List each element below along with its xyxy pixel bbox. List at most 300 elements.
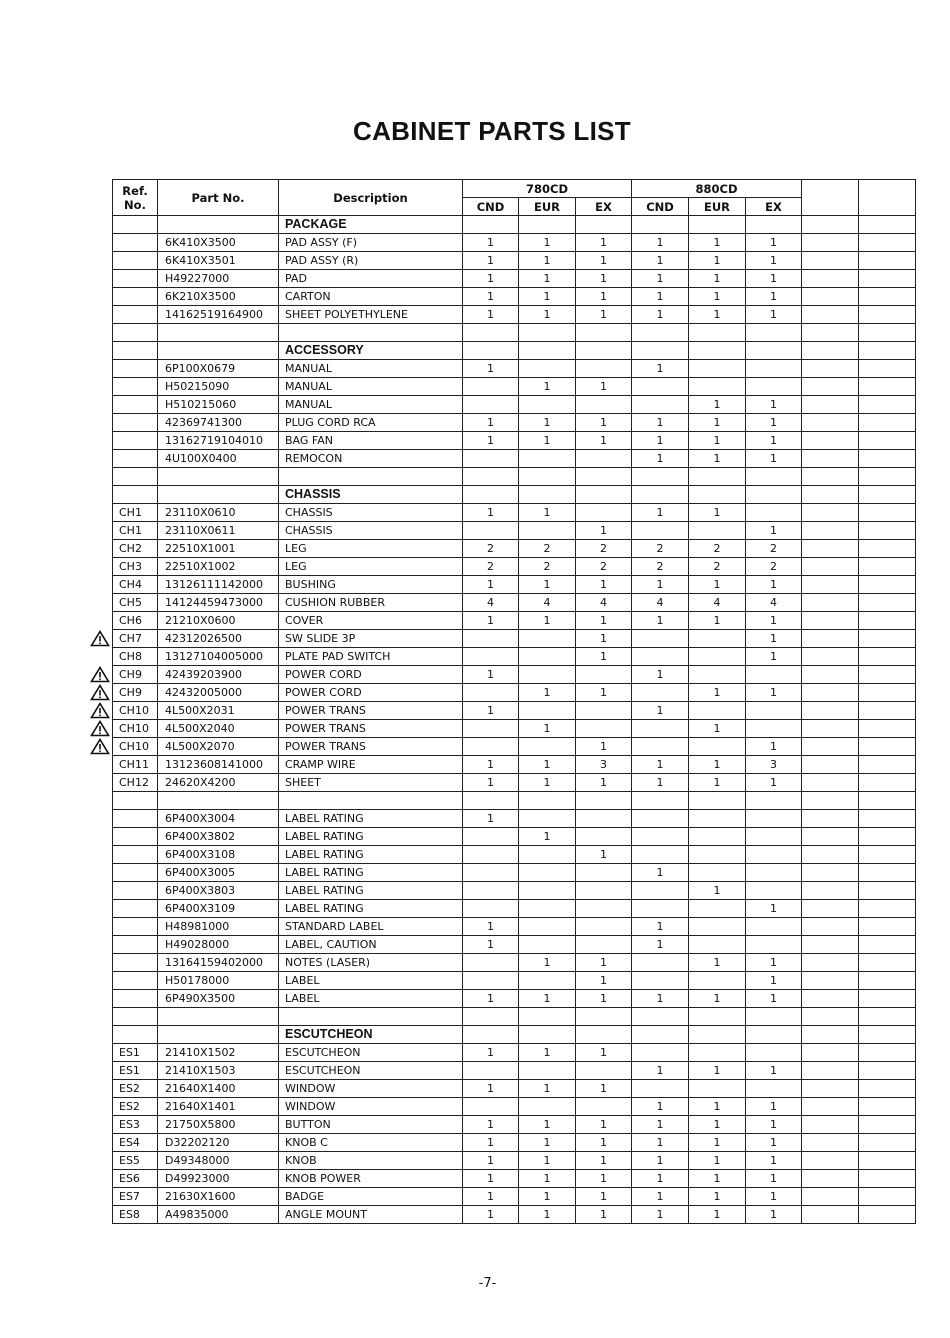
table-row: [113, 504, 916, 522]
qty-cell: 1: [519, 1188, 576, 1206]
qty-cell: 1: [632, 1098, 689, 1116]
spare-cell: [859, 1098, 916, 1116]
qty-cell: [632, 396, 689, 414]
spare-cell: [859, 450, 916, 468]
part-no-cell: 6P490X3500: [158, 990, 279, 1008]
model-780cd-header: 780CD: [463, 180, 632, 198]
ref-cell: [113, 468, 158, 486]
qty-cell: [859, 1026, 916, 1044]
spare-cell: [859, 378, 916, 396]
sub-header-ex: EX: [746, 198, 802, 216]
qty-cell: [859, 792, 916, 810]
qty-cell: 1: [519, 1044, 576, 1062]
qty-cell: 1: [689, 720, 746, 738]
qty-cell: [689, 864, 746, 882]
qty-cell: 1: [632, 774, 689, 792]
qty-cell: 1: [632, 864, 689, 882]
ref-cell: ES6: [113, 1170, 158, 1188]
qty-cell: 1: [632, 936, 689, 954]
qty-cell: [632, 630, 689, 648]
spare-cell: [859, 1044, 916, 1062]
table-row: [113, 630, 916, 648]
spare-cell: [802, 846, 859, 864]
description-cell: MANUAL: [279, 360, 463, 378]
spare-cell: [802, 1134, 859, 1152]
part-no-cell: D49923000: [158, 1170, 279, 1188]
qty-cell: 1: [463, 936, 519, 954]
qty-cell: 1: [689, 576, 746, 594]
ref-cell: CH1: [113, 522, 158, 540]
ref-cell: [113, 882, 158, 900]
ref-no-header: Ref. No.: [113, 180, 158, 216]
description-cell: LEG: [279, 558, 463, 576]
section-row: [113, 342, 916, 360]
spare-cell: [859, 288, 916, 306]
safety-warning-icon: [90, 702, 110, 719]
qty-cell: [689, 936, 746, 954]
qty-cell: [576, 342, 632, 360]
qty-cell: [632, 468, 689, 486]
qty-cell: [632, 828, 689, 846]
table-row: [113, 1116, 916, 1134]
qty-cell: 1: [746, 450, 802, 468]
qty-cell: [519, 450, 576, 468]
ref-cell: CH5: [113, 594, 158, 612]
qty-cell: 1: [632, 990, 689, 1008]
part-no-cell: D32202120: [158, 1134, 279, 1152]
spare-cell: [802, 234, 859, 252]
qty-cell: [746, 324, 802, 342]
qty-cell: [463, 324, 519, 342]
qty-cell: [519, 342, 576, 360]
table-row: [113, 252, 916, 270]
spare-cell: [802, 774, 859, 792]
spare-cell: [859, 1062, 916, 1080]
qty-cell: 1: [746, 630, 802, 648]
qty-cell: [802, 792, 859, 810]
qty-cell: 1: [576, 432, 632, 450]
qty-cell: 1: [576, 414, 632, 432]
spare-cell: [802, 648, 859, 666]
qty-cell: 1: [576, 684, 632, 702]
spare-cell: [802, 864, 859, 882]
spare-cell: [802, 990, 859, 1008]
part-no-cell: [158, 324, 279, 342]
description-cell: LABEL RATING: [279, 882, 463, 900]
ref-cell: [113, 810, 158, 828]
part-no-cell: 42369741300: [158, 414, 279, 432]
spare-cell: [859, 702, 916, 720]
qty-cell: 1: [463, 810, 519, 828]
part-no-cell: 22510X1001: [158, 540, 279, 558]
qty-cell: 1: [689, 270, 746, 288]
qty-cell: 3: [746, 756, 802, 774]
ref-cell: [113, 486, 158, 504]
qty-cell: 1: [463, 576, 519, 594]
qty-cell: 1: [746, 576, 802, 594]
qty-cell: [802, 324, 859, 342]
qty-cell: 1: [463, 1116, 519, 1134]
qty-cell: 1: [576, 1206, 632, 1224]
safety-warning-icon: [90, 738, 110, 755]
section-row: [113, 216, 916, 234]
qty-cell: [632, 792, 689, 810]
qty-cell: [689, 630, 746, 648]
qty-cell: 1: [746, 252, 802, 270]
part-no-cell: 23110X0611: [158, 522, 279, 540]
qty-cell: [576, 900, 632, 918]
qty-cell: [802, 1008, 859, 1026]
part-no-cell: 6K410X3501: [158, 252, 279, 270]
qty-cell: [632, 900, 689, 918]
qty-cell: 1: [632, 1206, 689, 1224]
description-cell: BUSHING: [279, 576, 463, 594]
qty-cell: 1: [519, 828, 576, 846]
qty-cell: [746, 378, 802, 396]
qty-cell: 1: [746, 270, 802, 288]
description-cell: [279, 324, 463, 342]
qty-cell: 1: [576, 1134, 632, 1152]
qty-cell: [576, 486, 632, 504]
spare-cell: [802, 576, 859, 594]
qty-cell: [576, 936, 632, 954]
part-no-cell: [158, 342, 279, 360]
spare-cell: [859, 558, 916, 576]
qty-cell: 1: [519, 378, 576, 396]
qty-cell: [689, 738, 746, 756]
table-row: [113, 612, 916, 630]
part-no-cell: [158, 468, 279, 486]
spare-cell: [802, 1044, 859, 1062]
qty-cell: [746, 504, 802, 522]
qty-cell: [519, 1026, 576, 1044]
description-cell: SW SLIDE 3P: [279, 630, 463, 648]
qty-cell: [802, 216, 859, 234]
qty-cell: 1: [463, 1134, 519, 1152]
qty-cell: 1: [689, 1062, 746, 1080]
part-no-cell: 42439203900: [158, 666, 279, 684]
qty-cell: 1: [576, 288, 632, 306]
qty-cell: 2: [463, 558, 519, 576]
ref-cell: [113, 252, 158, 270]
qty-cell: [632, 1008, 689, 1026]
description-cell: CHASSIS: [279, 522, 463, 540]
model-880cd-header: 880CD: [632, 180, 802, 198]
spare-cell: [859, 666, 916, 684]
part-no-cell: [158, 1008, 279, 1026]
qty-cell: 1: [632, 1116, 689, 1134]
spare-cell: [802, 756, 859, 774]
qty-cell: [519, 972, 576, 990]
qty-cell: 1: [519, 576, 576, 594]
table-row: [113, 828, 916, 846]
qty-cell: 2: [632, 558, 689, 576]
sub-header-cnd: CND: [632, 198, 689, 216]
part-no-cell: 24620X4200: [158, 774, 279, 792]
table-row: [113, 1170, 916, 1188]
part-no-cell: 6P400X3005: [158, 864, 279, 882]
ref-cell: [113, 396, 158, 414]
qty-cell: 1: [519, 270, 576, 288]
description-cell: [279, 468, 463, 486]
qty-cell: [689, 378, 746, 396]
qty-cell: [802, 486, 859, 504]
qty-cell: [519, 486, 576, 504]
spare-cell: [802, 810, 859, 828]
qty-cell: [746, 864, 802, 882]
qty-cell: [463, 486, 519, 504]
qty-cell: 1: [519, 1116, 576, 1134]
qty-cell: 1: [689, 504, 746, 522]
part-no-cell: 14124459473000: [158, 594, 279, 612]
qty-cell: [576, 396, 632, 414]
qty-cell: 1: [576, 738, 632, 756]
table-row: [113, 972, 916, 990]
qty-cell: [463, 378, 519, 396]
qty-cell: [632, 324, 689, 342]
qty-cell: [576, 864, 632, 882]
spare-cell: [859, 648, 916, 666]
spare-column-header: [802, 180, 859, 216]
page-title: CABINET PARTS LIST: [353, 116, 631, 146]
table-row: [113, 738, 916, 756]
description-cell: BADGE: [279, 1188, 463, 1206]
description-cell: LABEL RATING: [279, 846, 463, 864]
qty-cell: [689, 1026, 746, 1044]
qty-cell: [519, 216, 576, 234]
description-cell: CHASSIS: [279, 504, 463, 522]
qty-cell: 1: [519, 954, 576, 972]
qty-cell: 1: [746, 414, 802, 432]
qty-cell: 1: [632, 1170, 689, 1188]
page-number: -7-: [478, 1276, 497, 1291]
qty-cell: 1: [576, 774, 632, 792]
description-cell: MANUAL: [279, 396, 463, 414]
description-cell: ESCUTCHEON: [279, 1062, 463, 1080]
description-cell: POWER CORD: [279, 666, 463, 684]
qty-cell: [632, 216, 689, 234]
part-no-cell: H50215090: [158, 378, 279, 396]
qty-cell: 1: [689, 882, 746, 900]
qty-cell: [463, 522, 519, 540]
qty-cell: [519, 522, 576, 540]
ref-cell: CH9: [113, 684, 158, 702]
qty-cell: [632, 648, 689, 666]
description-cell: COVER: [279, 612, 463, 630]
qty-cell: [746, 666, 802, 684]
qty-cell: 4: [746, 594, 802, 612]
qty-cell: [746, 216, 802, 234]
table-row: [113, 1044, 916, 1062]
part-no-cell: 6K410X3500: [158, 234, 279, 252]
qty-cell: 1: [463, 918, 519, 936]
part-no-cell: 22510X1002: [158, 558, 279, 576]
spare-cell: [859, 252, 916, 270]
spare-cell: [802, 954, 859, 972]
part-no-cell: H50178000: [158, 972, 279, 990]
qty-cell: [689, 1008, 746, 1026]
qty-cell: 1: [746, 612, 802, 630]
part-no-cell: [158, 486, 279, 504]
qty-cell: [746, 882, 802, 900]
qty-cell: [463, 1008, 519, 1026]
spare-cell: [802, 612, 859, 630]
qty-cell: 1: [689, 756, 746, 774]
description-cell: LEG: [279, 540, 463, 558]
description-cell: LABEL: [279, 990, 463, 1008]
qty-cell: [519, 1098, 576, 1116]
qty-cell: [463, 720, 519, 738]
description-cell: PAD: [279, 270, 463, 288]
qty-cell: 1: [689, 432, 746, 450]
description-header: Description: [279, 180, 463, 216]
qty-cell: [689, 522, 746, 540]
part-no-header: Part No.: [158, 180, 279, 216]
qty-cell: 1: [746, 1170, 802, 1188]
qty-cell: [632, 1026, 689, 1044]
ref-cell: ES7: [113, 1188, 158, 1206]
qty-cell: 1: [632, 1152, 689, 1170]
qty-cell: 2: [576, 558, 632, 576]
ref-cell: CH10: [113, 738, 158, 756]
table-row: [113, 756, 916, 774]
qty-cell: 1: [746, 234, 802, 252]
table-row: [113, 414, 916, 432]
qty-cell: [632, 684, 689, 702]
qty-cell: 1: [519, 252, 576, 270]
qty-cell: 1: [576, 1170, 632, 1188]
qty-cell: [746, 846, 802, 864]
table-row: [113, 684, 916, 702]
ref-cell: [113, 288, 158, 306]
qty-cell: 2: [746, 558, 802, 576]
ref-cell: ES5: [113, 1152, 158, 1170]
part-no-cell: 6K210X3500: [158, 288, 279, 306]
description-cell: [279, 1008, 463, 1026]
qty-cell: 1: [746, 1098, 802, 1116]
spare-cell: [859, 1134, 916, 1152]
qty-cell: 1: [689, 774, 746, 792]
part-no-cell: 13162719104010: [158, 432, 279, 450]
qty-cell: 1: [576, 378, 632, 396]
table-row: [113, 1152, 916, 1170]
table-row: [113, 918, 916, 936]
qty-cell: [859, 1008, 916, 1026]
spare-cell: [802, 432, 859, 450]
part-no-cell: 14162519164900: [158, 306, 279, 324]
part-no-cell: [158, 216, 279, 234]
ref-cell: ES1: [113, 1062, 158, 1080]
qty-cell: 1: [576, 306, 632, 324]
qty-cell: 1: [689, 990, 746, 1008]
qty-cell: [689, 666, 746, 684]
safety-warning-icon: [90, 720, 110, 737]
qty-cell: [632, 522, 689, 540]
ref-cell: [113, 450, 158, 468]
part-no-cell: H510215060: [158, 396, 279, 414]
table-row: [113, 288, 916, 306]
spare-cell: [859, 306, 916, 324]
description-cell: [279, 792, 463, 810]
qty-cell: [746, 360, 802, 378]
qty-cell: [576, 1008, 632, 1026]
qty-cell: [463, 828, 519, 846]
qty-cell: 1: [689, 252, 746, 270]
qty-cell: 1: [746, 1134, 802, 1152]
qty-cell: 4: [463, 594, 519, 612]
spare-cell: [802, 360, 859, 378]
ref-cell: ES1: [113, 1044, 158, 1062]
description-cell: NOTES (LASER): [279, 954, 463, 972]
qty-cell: 2: [689, 540, 746, 558]
qty-cell: 1: [519, 1206, 576, 1224]
spare-cell: [802, 414, 859, 432]
ref-cell: [113, 918, 158, 936]
blank-row: [113, 1008, 916, 1026]
table-row: [113, 900, 916, 918]
section-heading: PACKAGE: [279, 216, 463, 234]
spare-cell: [859, 918, 916, 936]
qty-cell: 1: [576, 972, 632, 990]
part-no-cell: 13164159402000: [158, 954, 279, 972]
part-no-cell: 21630X1600: [158, 1188, 279, 1206]
qty-cell: 1: [576, 648, 632, 666]
qty-cell: 1: [746, 972, 802, 990]
qty-cell: [576, 1026, 632, 1044]
ref-cell: [113, 324, 158, 342]
qty-cell: [576, 666, 632, 684]
part-no-cell: [158, 1026, 279, 1044]
ref-cell: CH11: [113, 756, 158, 774]
spare-cell: [802, 720, 859, 738]
qty-cell: 1: [519, 1080, 576, 1098]
table-row: [113, 1062, 916, 1080]
qty-cell: 1: [463, 1188, 519, 1206]
spare-cell: [859, 630, 916, 648]
section-heading: ACCESSORY: [279, 342, 463, 360]
qty-cell: [746, 828, 802, 846]
qty-cell: [519, 468, 576, 486]
qty-cell: [632, 972, 689, 990]
qty-cell: [519, 882, 576, 900]
description-cell: ESCUTCHEON: [279, 1044, 463, 1062]
spare-cell: [859, 522, 916, 540]
qty-cell: [689, 342, 746, 360]
blank-row: [113, 324, 916, 342]
qty-cell: 1: [746, 774, 802, 792]
qty-cell: [802, 1026, 859, 1044]
spare-cell: [859, 540, 916, 558]
ref-cell: CH4: [113, 576, 158, 594]
qty-cell: [463, 1098, 519, 1116]
table-row: [113, 1098, 916, 1116]
qty-cell: [576, 360, 632, 378]
qty-cell: 1: [746, 1116, 802, 1134]
qty-cell: 1: [689, 288, 746, 306]
qty-cell: 1: [519, 234, 576, 252]
qty-cell: 1: [463, 306, 519, 324]
spare-column-header: [859, 180, 916, 216]
description-cell: CRAMP WIRE: [279, 756, 463, 774]
qty-cell: 1: [463, 234, 519, 252]
qty-cell: [689, 828, 746, 846]
qty-cell: [576, 720, 632, 738]
part-no-cell: A49835000: [158, 1206, 279, 1224]
part-no-cell: [158, 792, 279, 810]
qty-cell: [463, 882, 519, 900]
qty-cell: 1: [576, 234, 632, 252]
qty-cell: [689, 972, 746, 990]
